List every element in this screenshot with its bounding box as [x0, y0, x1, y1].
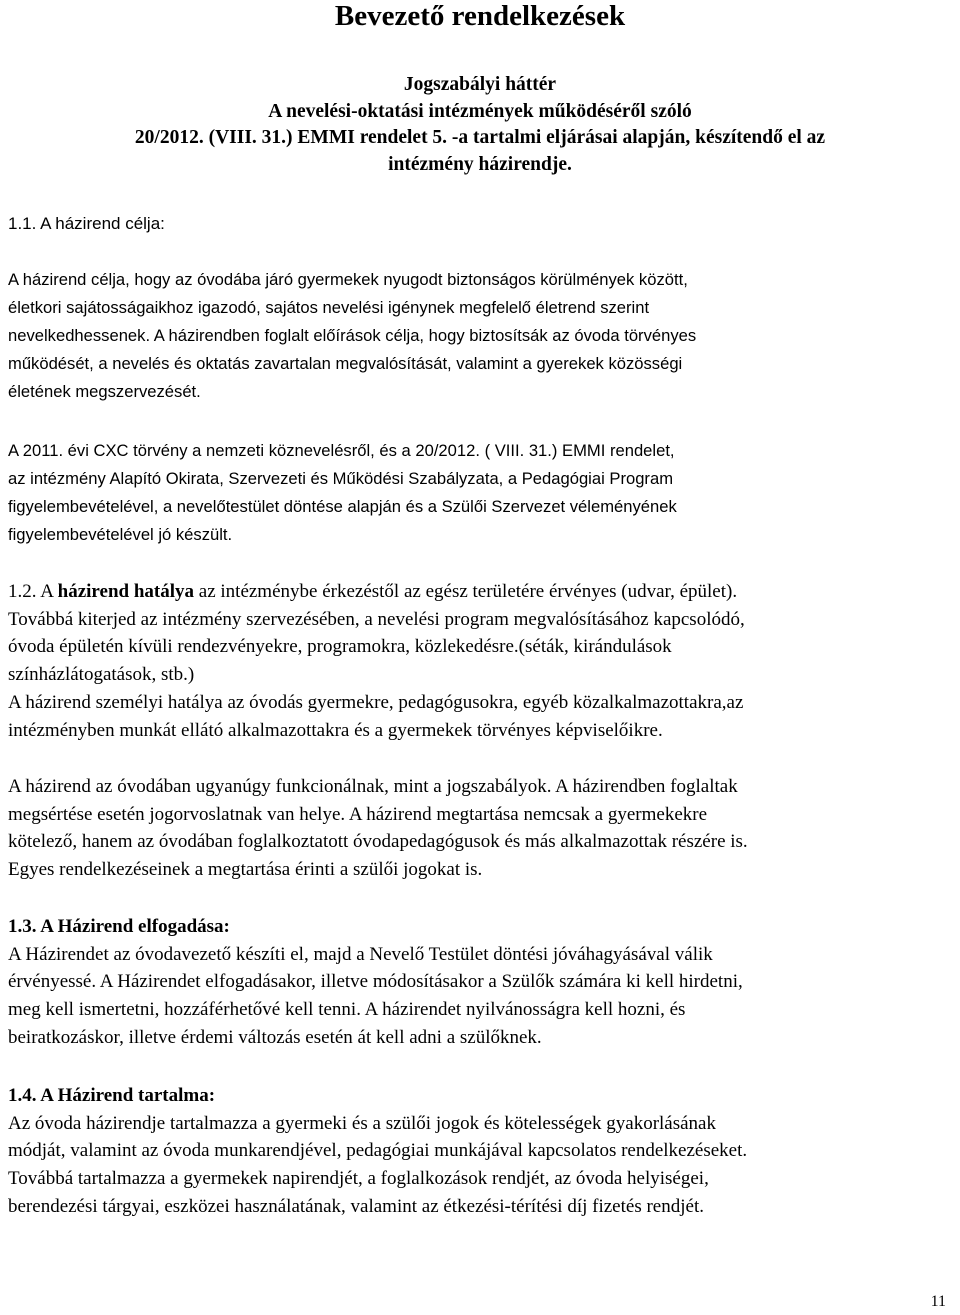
section-1-4 — [8, 1082, 954, 1221]
text-line: intézményben munkát ellátó alkalmazottakra és a gyermekek törvényes képviselőikre. — [8, 719, 663, 741]
text-line: A Házirendet az óvodavezető készíti el, majd a Nevelő Testület döntési jóváhagyásával válik — [8, 943, 713, 965]
section-1-1-heading: 1.1. A házirend célja: — [8, 214, 165, 233]
text-line: Az óvoda házirendje tartalmazza a gyermeki és a szülői jogok és kötelességek gyakorlásának — [8, 1112, 716, 1134]
text-line: A házirend az óvodában ugyanúgy funkcionálnak, mint a jogszabályok. A házirendben foglaltak — [8, 776, 738, 797]
section-1-2-heading-line — [8, 578, 954, 606]
section-1-1-paragraph-1 — [8, 266, 954, 406]
text-line: módját, valamint az óvoda munkarendjével, pedagógiai munkájával kapcsolatos rendelkezéseket. — [8, 1140, 748, 1162]
text-line: színházlátogatások, stb.) — [8, 664, 195, 686]
text-line: Továbbá kiterjed az intézmény szervezésében, a nevelési program megvalósításához kapcsolódó, — [8, 608, 745, 630]
bold-term: hatálya — [133, 581, 195, 602]
section-title: A Házirend elfogadása: — [40, 916, 230, 937]
legal-background-line: intézmény házirendje. — [388, 153, 572, 175]
text: az intézménybe érkezéstől az egész területére érvényes (udvar, épület). — [194, 581, 738, 602]
text-line: A házirend célja, hogy az óvodába járó gyermekek nyugodt biztonságos körülmények között, — [8, 270, 688, 289]
page-number: 11 — [930, 1293, 946, 1310]
legal-background — [0, 72, 960, 178]
text-line: beiratkozáskor, illetve érdemi változás esetén át kell adni a szülőknek. — [8, 1026, 542, 1048]
text-line: érvényessé. A Házirendet elfogadásakor, illetve módosításakor a Szülők számára ki kell hirdetni, — [8, 971, 743, 993]
text-line: kötelező, hanem az óvodában foglalkoztatott óvodapedagógusok és más alkalmazottak részére is. — [8, 831, 748, 853]
text-line: Továbbá tartalmazza a gyermekek napirendjét, a foglalkozások rendjét, az óvoda helyiségei, — [8, 1168, 709, 1190]
legal-background-line: A nevelési-oktatási intézmények működéséről szóló — [268, 100, 692, 122]
section-1-2 — [8, 578, 954, 744]
section-1-1-paragraph-2 — [8, 437, 954, 549]
text-line: meg kell ismertetni, hozzáférhetővé kell tenni. A házirendet nyilvánosságra kell hozni, és — [8, 999, 686, 1021]
text-line: életkori sajátosságaikhoz igazodó, sajátos nevelési igénynek megfelelő életrend szerint — [8, 298, 650, 317]
text-line: A 2011. évi CXC törvény a nemzeti köznevelésről, és a 20/2012. ( VIII. 31.) EMMI rendelet, — [8, 441, 675, 460]
section-1-3-heading — [8, 913, 954, 941]
text-line: megsértése esetén jogorvoslatnak van helye. A házirend megtartása nemcsak a gyermekekre — [8, 803, 708, 825]
text-line: nevelkedhessenek. A házirendben foglalt előírások célja, hogy biztosítsák az óvoda törvényes — [8, 326, 697, 345]
text-line: figyelembevételével jó készült. — [8, 525, 233, 544]
section-number: 1.3. — [8, 916, 41, 937]
text-line: az intézmény Alapító Okirata, Szervezeti és Működési Szabályzata, a Pedagógiai Program — [8, 469, 674, 488]
bold-term: házirend — [57, 581, 130, 602]
section-1-3 — [8, 913, 954, 1052]
page-title: Bevezető rendelkezések — [334, 0, 626, 32]
text-line: berendezési tárgyai, eszközei használatának, valamint az étkezési-térítési díj fizetés rendjét. — [8, 1195, 704, 1217]
section-1-4-heading — [8, 1082, 954, 1110]
text-line: életének megszervezését. — [8, 382, 201, 401]
legal-background-line: 20/2012. (VIII. 31.) EMMI rendelet 5. -a tartalmi eljárásai alapján, készítendő el az — [134, 127, 826, 148]
text-line: A házirend személyi hatálya az óvodás gyermekre, pedagógusokra, egyéb közalkalmazottakra,az — [8, 691, 744, 713]
legal-background-line: Jogszabályi háttér — [403, 74, 557, 95]
section-number: 1.2. — [8, 581, 41, 602]
text-line: Egyes rendelkezéseinek a megtartása érinti a szülői jogokat is. — [8, 859, 483, 881]
section-1-2-paragraph-2 — [8, 773, 954, 884]
text-line: óvoda épületén kívüli rendezvényekre, programokra, közlekedésre.(séták, kirándulások — [8, 636, 672, 658]
text: A — [40, 581, 58, 602]
section-number: 1.4. — [8, 1085, 41, 1106]
text-line: működését, a nevelés és oktatás zavartalan megvalósítását, valamint a gyerekek közösségi — [8, 354, 683, 373]
section-title: A Házirend tartalma: — [40, 1085, 216, 1106]
text-line: figyelembevételével, a nevelőtestület döntése alapján és a Szülői Szervezet véleményének — [8, 497, 677, 516]
